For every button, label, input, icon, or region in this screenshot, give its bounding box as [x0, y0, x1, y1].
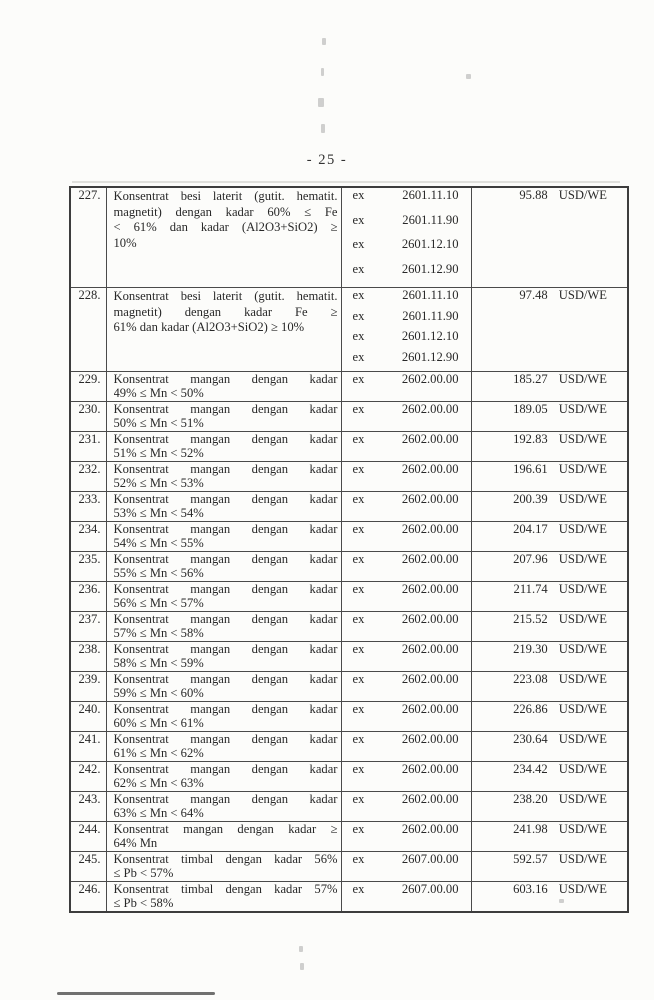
- price-line: [472, 793, 608, 807]
- hs-code-line: [353, 263, 459, 288]
- price-line: [472, 289, 608, 303]
- ex-prefix: ex: [352, 288, 365, 302]
- price-line: [472, 433, 608, 447]
- row-hs-codes: [341, 702, 471, 732]
- description-line: Konsentrat mangan dengan kadar: [113, 643, 338, 656]
- tariff-table: [69, 186, 629, 913]
- row-hs-codes: [341, 372, 471, 402]
- row-price: [471, 372, 628, 402]
- hs-code: 2602.00.00: [401, 372, 459, 386]
- price-value: 196.61: [513, 462, 548, 476]
- price-unit: USD/WE: [558, 582, 607, 596]
- hs-code: 2601.12.90: [401, 261, 459, 276]
- hs-code-line: [353, 583, 459, 597]
- ex-prefix: ex: [352, 329, 365, 343]
- scan-edge-line: [57, 992, 215, 995]
- row-description: [106, 732, 341, 762]
- price-unit: USD/WE: [558, 492, 607, 506]
- table-row: [70, 762, 628, 792]
- description-line: Konsentrat mangan dengan kadar: [113, 553, 338, 566]
- row-price: [471, 822, 628, 852]
- ex-prefix: ex: [352, 852, 365, 866]
- table-row: [70, 402, 628, 432]
- price-value: 185.27: [513, 372, 548, 386]
- price-unit: USD/WE: [558, 462, 607, 476]
- row-price: [471, 762, 628, 792]
- table-row: [70, 432, 628, 462]
- row-price: [471, 187, 628, 288]
- ex-prefix: ex: [352, 349, 365, 364]
- row-description: [106, 702, 341, 732]
- price-unit: USD/WE: [558, 432, 607, 446]
- ex-prefix: ex: [352, 642, 365, 656]
- ex-prefix: ex: [352, 762, 365, 776]
- row-hs-codes: [341, 792, 471, 822]
- row-price: [471, 642, 628, 672]
- price-line: [472, 763, 608, 777]
- hs-code: 2602.00.00: [401, 612, 459, 626]
- row-number: 227.: [70, 187, 106, 288]
- hs-code-line: [353, 853, 459, 867]
- row-price: [471, 552, 628, 582]
- row-description: [106, 372, 341, 402]
- table-row: [70, 492, 628, 522]
- row-hs-codes: [341, 732, 471, 762]
- price-line: [472, 643, 608, 657]
- ex-prefix: ex: [352, 261, 365, 276]
- price-value: 95.88: [519, 188, 548, 202]
- row-number: 235.: [70, 552, 106, 582]
- row-price: [471, 672, 628, 702]
- ex-prefix: ex: [352, 582, 365, 596]
- price-line: [472, 673, 608, 687]
- scan-artifact: [299, 946, 303, 952]
- hs-code: 2601.11.10: [402, 288, 459, 302]
- price-line: [472, 189, 608, 203]
- scan-artifact: [300, 963, 304, 970]
- description-line: 58% ≤ Mn < 59%: [113, 656, 204, 670]
- row-number: 233.: [70, 492, 106, 522]
- price-line: [472, 853, 608, 867]
- price-unit: USD/WE: [558, 882, 607, 896]
- ex-prefix: ex: [352, 882, 365, 896]
- row-hs-codes: [341, 612, 471, 642]
- price-unit: USD/WE: [558, 702, 607, 716]
- ex-prefix: ex: [352, 308, 365, 323]
- price-value: 192.83: [513, 432, 548, 446]
- hs-code-line: [353, 523, 459, 537]
- ex-prefix: ex: [352, 402, 365, 416]
- ex-prefix: ex: [352, 237, 365, 251]
- description-line: Konsentrat mangan dengan kadar: [113, 613, 338, 626]
- ex-prefix: ex: [352, 732, 365, 746]
- description-line: 52% ≤ Mn < 53%: [113, 476, 204, 490]
- table-row: [70, 732, 628, 762]
- price-value: 200.39: [513, 492, 548, 506]
- table-row: [70, 522, 628, 552]
- table-row: [70, 187, 628, 288]
- ex-prefix: ex: [352, 612, 365, 626]
- row-hs-codes: [341, 432, 471, 462]
- description-line: magnetit) dengan kadar 60% ≤ Fe: [113, 204, 338, 219]
- hs-code-line: [353, 310, 459, 331]
- price-value: 189.05: [513, 402, 548, 416]
- price-value: 238.20: [513, 792, 548, 806]
- ex-prefix: ex: [352, 792, 365, 806]
- hs-code-line: [353, 351, 459, 372]
- description-line: Konsentrat mangan dengan kadar: [113, 793, 338, 806]
- row-description: [106, 612, 341, 642]
- description-line: < 61% dan kadar (Al2O3+SiO2) ≥: [113, 220, 338, 234]
- page-number: - 25 -: [306, 152, 348, 168]
- description-line: Konsentrat mangan dengan kadar: [113, 733, 338, 746]
- hs-code: 2601.12.10: [401, 237, 459, 251]
- table-row: [70, 852, 628, 882]
- description-line: 51% ≤ Mn < 52%: [113, 446, 204, 460]
- price-unit: USD/WE: [558, 852, 607, 866]
- row-description: [106, 792, 341, 822]
- price-unit: USD/WE: [558, 762, 607, 776]
- row-price: [471, 288, 628, 372]
- row-price: [471, 402, 628, 432]
- price-line: [472, 703, 608, 717]
- row-hs-codes: [341, 187, 471, 288]
- rate-table-body: [70, 187, 628, 912]
- description-line: 56% ≤ Mn < 57%: [113, 596, 204, 610]
- row-hs-codes: [341, 492, 471, 522]
- price-value: 603.16: [513, 882, 548, 896]
- description-line: Konsentrat mangan dengan kadar: [113, 523, 338, 536]
- ex-prefix: ex: [352, 188, 365, 202]
- row-description: [106, 552, 341, 582]
- row-number: 234.: [70, 522, 106, 552]
- row-description: [106, 672, 341, 702]
- price-value: 223.08: [513, 672, 548, 686]
- hs-code: 2602.00.00: [401, 402, 459, 416]
- description-line: Konsentrat besi laterit (gutit. hematit.: [113, 189, 338, 203]
- row-description: [106, 492, 341, 522]
- price-unit: USD/WE: [558, 792, 607, 806]
- description-line: Konsentrat mangan dengan kadar: [113, 403, 338, 416]
- row-number: 239.: [70, 672, 106, 702]
- row-number: 241.: [70, 732, 106, 762]
- hs-code: 2602.00.00: [401, 582, 459, 596]
- description-line: 62% ≤ Mn < 63%: [113, 776, 204, 790]
- row-price: [471, 702, 628, 732]
- row-description: [106, 288, 341, 372]
- table-row: [70, 462, 628, 492]
- price-unit: USD/WE: [558, 402, 607, 416]
- row-hs-codes: [341, 672, 471, 702]
- row-number: 230.: [70, 402, 106, 432]
- hs-code-line: [353, 289, 459, 310]
- price-line: [472, 583, 608, 597]
- scan-smudge: [72, 181, 620, 183]
- price-unit: USD/WE: [558, 552, 607, 566]
- description-line: Konsentrat mangan dengan kadar: [113, 703, 338, 716]
- price-value: 592.57: [513, 852, 548, 866]
- row-hs-codes: [341, 288, 471, 372]
- table-row: [70, 288, 628, 372]
- price-value: 230.64: [513, 732, 548, 746]
- description-line: 54% ≤ Mn < 55%: [113, 536, 204, 550]
- hs-code: 2601.11.10: [402, 188, 459, 202]
- row-description: [106, 187, 341, 288]
- scan-artifact: [321, 68, 324, 76]
- ex-prefix: ex: [352, 522, 365, 536]
- hs-code: 2607.00.00: [401, 882, 459, 896]
- description-line: Konsentrat mangan dengan kadar ≥: [113, 823, 338, 836]
- row-price: [471, 792, 628, 822]
- hs-code-line: [353, 553, 459, 567]
- hs-code: 2601.12.90: [401, 349, 459, 364]
- description-line: 57% ≤ Mn < 58%: [113, 626, 204, 640]
- description-line: Konsentrat mangan dengan kadar: [113, 373, 338, 386]
- ex-prefix: ex: [352, 492, 365, 506]
- description-line: 60% ≤ Mn < 61%: [113, 716, 204, 730]
- row-description: [106, 432, 341, 462]
- ex-prefix: ex: [352, 702, 365, 716]
- row-hs-codes: [341, 882, 471, 913]
- row-description: [106, 822, 341, 852]
- description-line: 61% ≤ Mn < 62%: [113, 746, 204, 760]
- price-line: [472, 523, 608, 537]
- hs-code: 2601.11.90: [402, 212, 459, 227]
- price-line: [472, 553, 608, 567]
- description-line: Konsentrat mangan dengan kadar: [113, 463, 338, 476]
- hs-code: 2602.00.00: [401, 432, 459, 446]
- row-hs-codes: [341, 822, 471, 852]
- row-description: [106, 762, 341, 792]
- description-line: Konsentrat mangan dengan kadar: [113, 433, 338, 446]
- price-value: 97.48: [519, 288, 548, 302]
- table-row: [70, 792, 628, 822]
- price-unit: USD/WE: [558, 188, 607, 202]
- row-description: [106, 462, 341, 492]
- description-line: Konsentrat besi laterit (gutit. hematit.: [113, 289, 338, 303]
- hs-code: 2602.00.00: [401, 642, 459, 656]
- hs-code: 2602.00.00: [401, 552, 459, 566]
- price-value: 219.30: [513, 642, 548, 656]
- row-description: [106, 402, 341, 432]
- hs-code-line: [353, 373, 459, 387]
- scan-artifact: [466, 74, 471, 79]
- table-row: [70, 822, 628, 852]
- price-line: [472, 883, 608, 897]
- price-line: [472, 613, 608, 627]
- ex-prefix: ex: [352, 432, 365, 446]
- hs-code-line: [353, 493, 459, 507]
- price-value: 211.74: [513, 582, 548, 596]
- row-hs-codes: [341, 402, 471, 432]
- description-line: ≤ Pb < 58%: [113, 896, 174, 910]
- hs-code-line: [353, 703, 459, 717]
- hs-code-line: [353, 763, 459, 777]
- price-line: [472, 463, 608, 477]
- hs-code: 2602.00.00: [401, 702, 459, 716]
- row-hs-codes: [341, 762, 471, 792]
- hs-code: 2602.00.00: [401, 522, 459, 536]
- description-line: 63% ≤ Mn < 64%: [113, 806, 204, 820]
- row-number: 237.: [70, 612, 106, 642]
- hs-code: 2602.00.00: [401, 822, 459, 836]
- ex-prefix: ex: [352, 212, 365, 227]
- description-line: magnetit) dengan kadar Fe ≥: [113, 304, 338, 319]
- description-line: 61% dan kadar (Al2O3+SiO2) ≥ 10%: [113, 320, 305, 334]
- description-line: 59% ≤ Mn < 60%: [113, 686, 204, 700]
- description-line: Konsentrat mangan dengan kadar: [113, 583, 338, 596]
- row-price: [471, 492, 628, 522]
- hs-code-line: [353, 643, 459, 657]
- row-number: 244.: [70, 822, 106, 852]
- price-unit: USD/WE: [558, 612, 607, 626]
- hs-code-line: [353, 793, 459, 807]
- description-line: 50% ≤ Mn < 51%: [113, 416, 204, 430]
- hs-code-line: [353, 330, 459, 351]
- row-description: [106, 642, 341, 672]
- hs-code: 2607.00.00: [401, 852, 459, 866]
- description-line: Konsentrat timbal dengan kadar 56%: [113, 853, 338, 866]
- price-line: [472, 403, 608, 417]
- description-line: 64% Mn: [113, 836, 158, 850]
- ex-prefix: ex: [352, 822, 365, 836]
- row-number: 238.: [70, 642, 106, 672]
- row-description: [106, 882, 341, 913]
- row-number: 240.: [70, 702, 106, 732]
- row-number: 243.: [70, 792, 106, 822]
- description-line: 53% ≤ Mn < 54%: [113, 506, 204, 520]
- ex-prefix: ex: [352, 372, 365, 386]
- price-line: [472, 373, 608, 387]
- hs-code: 2602.00.00: [401, 792, 459, 806]
- row-hs-codes: [341, 522, 471, 552]
- table-row: [70, 672, 628, 702]
- row-hs-codes: [341, 582, 471, 612]
- hs-code-line: [353, 883, 459, 897]
- row-number: 245.: [70, 852, 106, 882]
- price-unit: USD/WE: [558, 732, 607, 746]
- hs-code-line: [353, 238, 459, 263]
- hs-code: 2602.00.00: [401, 672, 459, 686]
- price-value: 207.96: [513, 552, 548, 566]
- description-line: Konsentrat timbal dengan kadar 57%: [113, 883, 338, 896]
- row-price: [471, 612, 628, 642]
- hs-code-line: [353, 463, 459, 477]
- ex-prefix: ex: [352, 672, 365, 686]
- description-line: 49% ≤ Mn < 50%: [113, 386, 204, 400]
- table-row: [70, 882, 628, 913]
- row-number: 228.: [70, 288, 106, 372]
- price-line: [472, 493, 608, 507]
- ex-prefix: ex: [352, 552, 365, 566]
- hs-code-line: [353, 613, 459, 627]
- row-number: 231.: [70, 432, 106, 462]
- hs-code-line: [353, 214, 459, 239]
- row-description: [106, 522, 341, 552]
- row-description: [106, 582, 341, 612]
- row-price: [471, 882, 628, 913]
- hs-code: 2602.00.00: [401, 492, 459, 506]
- price-unit: USD/WE: [558, 672, 607, 686]
- table-row: [70, 612, 628, 642]
- hs-code: 2602.00.00: [401, 732, 459, 746]
- row-hs-codes: [341, 552, 471, 582]
- row-price: [471, 462, 628, 492]
- hs-code: 2601.12.10: [401, 329, 459, 343]
- hs-code: 2601.11.90: [402, 308, 459, 323]
- hs-code-line: [353, 189, 459, 214]
- row-hs-codes: [341, 642, 471, 672]
- row-number: 229.: [70, 372, 106, 402]
- row-number: 236.: [70, 582, 106, 612]
- price-unit: USD/WE: [558, 822, 607, 836]
- row-hs-codes: [341, 462, 471, 492]
- row-price: [471, 582, 628, 612]
- description-line: Konsentrat mangan dengan kadar: [113, 763, 338, 776]
- row-number: 242.: [70, 762, 106, 792]
- row-price: [471, 432, 628, 462]
- description-line: ≤ Pb < 57%: [113, 866, 174, 880]
- row-number: 232.: [70, 462, 106, 492]
- price-line: [472, 823, 608, 837]
- hs-code-line: [353, 673, 459, 687]
- row-description: [106, 852, 341, 882]
- price-value: 204.17: [513, 522, 548, 536]
- ex-prefix: ex: [352, 462, 365, 476]
- description-line: 55% ≤ Mn < 56%: [113, 566, 204, 580]
- hs-code-line: [353, 403, 459, 417]
- price-unit: USD/WE: [558, 642, 607, 656]
- scan-artifact: [321, 124, 325, 133]
- price-value: 215.52: [513, 612, 548, 626]
- description-line: Konsentrat mangan dengan kadar: [113, 673, 338, 686]
- row-price: [471, 522, 628, 552]
- hs-code-line: [353, 823, 459, 837]
- price-unit: USD/WE: [558, 372, 607, 386]
- row-number: 246.: [70, 882, 106, 913]
- description-line: 10%: [113, 235, 137, 250]
- hs-code: 2602.00.00: [401, 462, 459, 476]
- table-row: [70, 642, 628, 672]
- price-value: 241.98: [513, 822, 548, 836]
- price-unit: USD/WE: [558, 522, 607, 536]
- price-line: [472, 733, 608, 747]
- row-hs-codes: [341, 852, 471, 882]
- description-line: Konsentrat mangan dengan kadar: [113, 493, 338, 506]
- hs-code: 2602.00.00: [401, 762, 459, 776]
- table-row: [70, 582, 628, 612]
- scan-artifact: [318, 98, 324, 107]
- table-row: [70, 372, 628, 402]
- row-price: [471, 852, 628, 882]
- price-unit: USD/WE: [558, 288, 607, 302]
- price-value: 234.42: [513, 762, 548, 776]
- scan-artifact: [322, 38, 326, 45]
- hs-code-line: [353, 433, 459, 447]
- row-price: [471, 732, 628, 762]
- price-value: 226.86: [513, 702, 548, 716]
- table-row: [70, 552, 628, 582]
- hs-code-line: [353, 733, 459, 747]
- table-row: [70, 702, 628, 732]
